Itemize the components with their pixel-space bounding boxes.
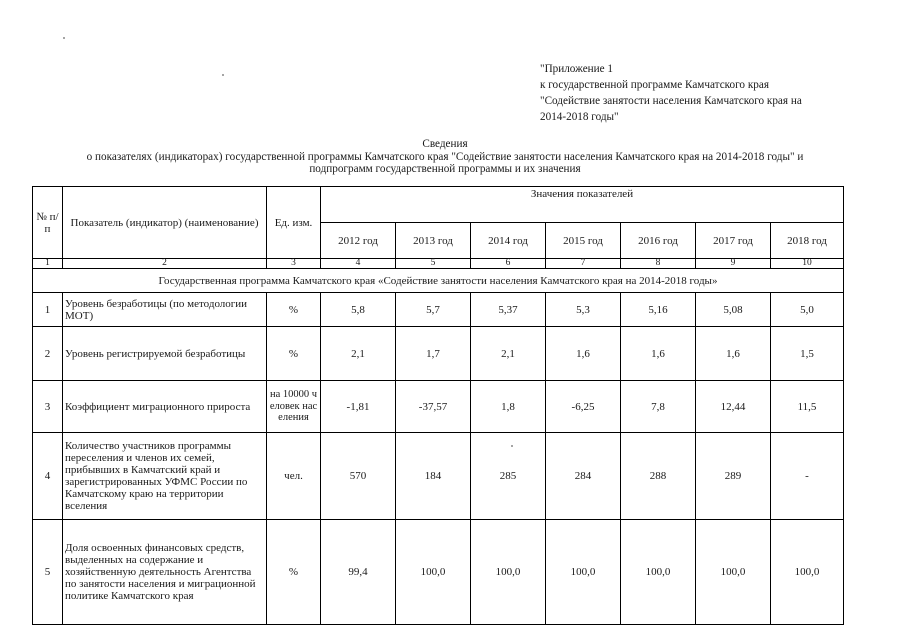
row-name: Количество участников программы переселения и членов их семей, прибывших в Камчатский край и зарегистрированных УФМС России по Камчатскому краю на территории вселения bbox=[63, 433, 267, 520]
row-value: 100,0 bbox=[621, 520, 696, 625]
row-value: 184 bbox=[396, 433, 471, 520]
row-num: 2 bbox=[33, 327, 63, 381]
table-row bbox=[33, 381, 844, 433]
row-name: Коэффициент миграционного прироста bbox=[63, 381, 267, 433]
row-name: Доля освоенных финансовых средств, выделенных на содержание и хозяйственную деятельность Агентства по занятости населения и миграционной политике Камчатского края bbox=[63, 520, 267, 625]
row-num: 3 bbox=[33, 381, 63, 433]
column-number: 2 bbox=[63, 259, 267, 269]
row-value: 7,8 bbox=[621, 381, 696, 433]
row-value: 1,5 bbox=[771, 327, 844, 381]
row-value: -6,25 bbox=[546, 381, 621, 433]
row-value: 5,08 bbox=[696, 293, 771, 327]
row-value: 289 bbox=[696, 433, 771, 520]
scan-speck bbox=[222, 74, 224, 76]
column-number: 4 bbox=[321, 259, 396, 269]
column-number-row bbox=[33, 259, 844, 269]
row-name: Уровень регистрируемой безработицы bbox=[63, 327, 267, 381]
header-row-1 bbox=[33, 187, 844, 223]
row-num: 4 bbox=[33, 433, 63, 520]
row-value: 1,6 bbox=[696, 327, 771, 381]
header-values-group: Значения показателей bbox=[321, 187, 844, 223]
row-value: 100,0 bbox=[696, 520, 771, 625]
row-value: 288 bbox=[621, 433, 696, 520]
table-row bbox=[33, 327, 844, 381]
row-value: 2,1 bbox=[321, 327, 396, 381]
row-value: 100,0 bbox=[471, 520, 546, 625]
row-value: 285 bbox=[471, 433, 546, 520]
row-value: 11,5 bbox=[771, 381, 844, 433]
header-year: 2018 год bbox=[771, 223, 844, 259]
row-unit: на 10000 человек населения bbox=[267, 381, 321, 433]
table-row bbox=[33, 293, 844, 327]
appendix-line-2: к государственной программе Камчатского края bbox=[540, 79, 769, 91]
appendix-note bbox=[540, 61, 802, 125]
header-year: 2014 год bbox=[471, 223, 546, 259]
section-row bbox=[33, 269, 844, 293]
appendix-line-3: "Содействие занятости населения Камчатского края на bbox=[540, 95, 802, 107]
row-value: 284 bbox=[546, 433, 621, 520]
row-value: 100,0 bbox=[546, 520, 621, 625]
row-unit: % bbox=[267, 520, 321, 625]
header-year: 2013 год bbox=[396, 223, 471, 259]
heading-line-1: о показателях (индикаторах) государственной программы Камчатского края "Содействие занятости населения Камчатского края на 2014-2018 годы" и bbox=[86, 150, 804, 163]
scan-speck bbox=[63, 37, 65, 39]
row-num: 5 bbox=[33, 520, 63, 625]
column-number: 5 bbox=[396, 259, 471, 269]
row-value: -37,57 bbox=[396, 381, 471, 433]
row-value: 12,44 bbox=[696, 381, 771, 433]
row-value: 570 bbox=[321, 433, 396, 520]
row-value: -1,81 bbox=[321, 381, 396, 433]
header-year: 2016 год bbox=[621, 223, 696, 259]
row-value: 5,0 bbox=[771, 293, 844, 327]
row-value: 5,7 bbox=[396, 293, 471, 327]
row-value: 2,1 bbox=[471, 327, 546, 381]
row-value: 5,16 bbox=[621, 293, 696, 327]
row-value: 1,6 bbox=[621, 327, 696, 381]
column-number: 1 bbox=[33, 259, 63, 269]
column-number: 6 bbox=[471, 259, 546, 269]
column-number: 10 bbox=[771, 259, 844, 269]
row-value: 5,37 bbox=[471, 293, 546, 327]
header-num: № п/п bbox=[33, 187, 63, 259]
header-indicator: Показатель (индикатор) (наименование) bbox=[63, 187, 267, 259]
heading-line-2: подпрограмм государственной программы и их значения bbox=[309, 163, 581, 175]
heading-title: Сведения bbox=[422, 138, 468, 150]
header-year: 2015 год bbox=[546, 223, 621, 259]
header-year: 2012 год bbox=[321, 223, 396, 259]
row-value: 1,7 bbox=[396, 327, 471, 381]
column-number: 9 bbox=[696, 259, 771, 269]
column-number: 7 bbox=[546, 259, 621, 269]
row-num: 1 bbox=[33, 293, 63, 327]
row-value: 1,6 bbox=[546, 327, 621, 381]
table-row bbox=[33, 520, 844, 625]
column-number: 3 bbox=[267, 259, 321, 269]
row-value: 100,0 bbox=[396, 520, 471, 625]
section-title: Государственная программа Камчатского края «Содействие занятости населения Камчатского края на 2014-2018 годы» bbox=[33, 269, 844, 293]
header-year: 2017 год bbox=[696, 223, 771, 259]
row-unit: % bbox=[267, 327, 321, 381]
row-value: 5,3 bbox=[546, 293, 621, 327]
column-number: 8 bbox=[621, 259, 696, 269]
row-value: 5,8 bbox=[321, 293, 396, 327]
row-unit: % bbox=[267, 293, 321, 327]
row-value: 100,0 bbox=[771, 520, 844, 625]
appendix-line-4: 2014-2018 годы" bbox=[540, 111, 619, 123]
appendix-line-1: "Приложение 1 bbox=[540, 63, 614, 75]
indicators-table bbox=[32, 186, 844, 625]
row-name: Уровень безработицы (по методологии МОТ) bbox=[63, 293, 267, 327]
row-value: 99,4 bbox=[321, 520, 396, 625]
row-value: - bbox=[771, 433, 844, 520]
table-row bbox=[33, 433, 844, 520]
row-value: 1,8 bbox=[471, 381, 546, 433]
row-unit: чел. bbox=[267, 433, 321, 520]
document-heading bbox=[30, 138, 860, 176]
header-unit: Ед. изм. bbox=[267, 187, 321, 259]
